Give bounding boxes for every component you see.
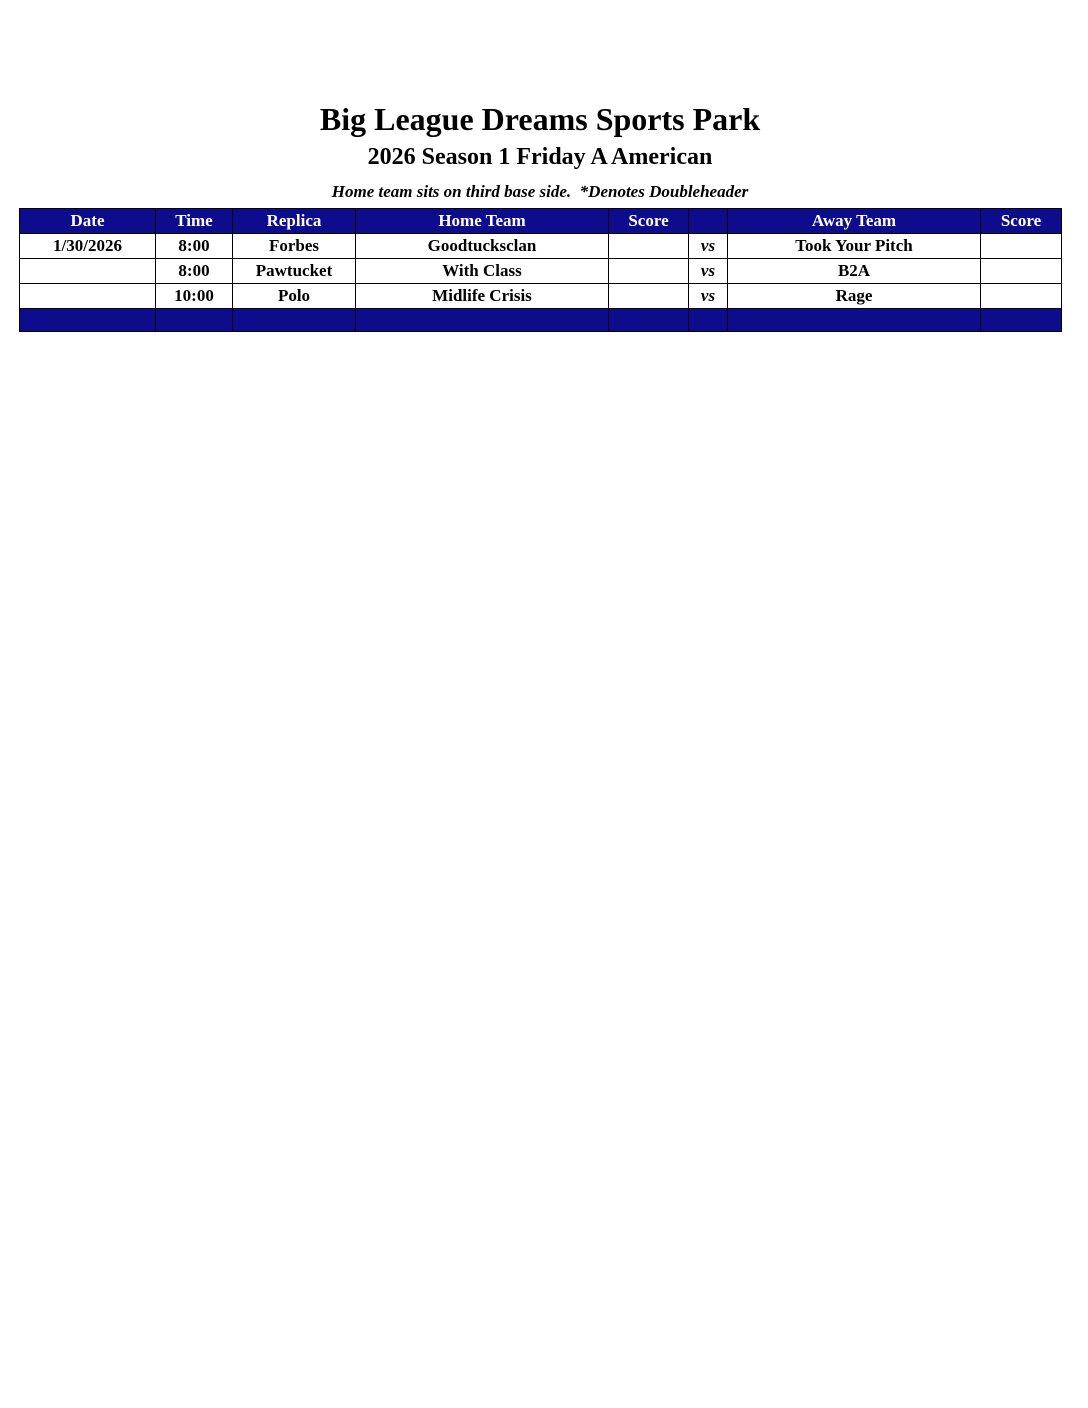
table-header-row bbox=[20, 209, 1062, 234]
cell-home-score bbox=[609, 284, 689, 309]
footer-cell bbox=[728, 309, 981, 332]
cell-home-team: Goodtucksclan bbox=[356, 234, 609, 259]
cell-away-team: Rage bbox=[728, 284, 981, 309]
cell-date: 1/30/2026 bbox=[20, 234, 156, 259]
column-header-home-team: Home Team bbox=[356, 209, 609, 234]
page-title: Big League Dreams Sports Park bbox=[319, 101, 761, 137]
column-header-vs bbox=[689, 209, 728, 234]
cell-time: 8:00 bbox=[156, 259, 233, 284]
cell-home-score bbox=[609, 234, 689, 259]
column-header-home-score: Score bbox=[609, 209, 689, 234]
cell-vs: vs bbox=[689, 259, 728, 284]
column-header-replica: Replica bbox=[233, 209, 356, 234]
footer-cell bbox=[233, 309, 356, 332]
table-row bbox=[20, 259, 1062, 284]
cell-replica: Polo bbox=[233, 284, 356, 309]
footer-cell bbox=[689, 309, 728, 332]
column-header-away-team: Away Team bbox=[728, 209, 981, 234]
footer-cell bbox=[156, 309, 233, 332]
table-footer-row bbox=[20, 309, 1062, 332]
footer-cell bbox=[20, 309, 156, 332]
table-row bbox=[20, 234, 1062, 259]
schedule-table bbox=[19, 208, 1062, 332]
column-header-time: Time bbox=[156, 209, 233, 234]
cell-replica: Pawtucket bbox=[233, 259, 356, 284]
cell-time: 8:00 bbox=[156, 234, 233, 259]
cell-vs: vs bbox=[689, 284, 728, 309]
cell-vs: vs bbox=[689, 234, 728, 259]
cell-replica: Forbes bbox=[233, 234, 356, 259]
cell-date bbox=[20, 284, 156, 309]
cell-home-team: Midlife Crisis bbox=[356, 284, 609, 309]
cell-time: 10:00 bbox=[156, 284, 233, 309]
schedule-note: Home team sits on third base side. *Denotes Doubleheader bbox=[331, 182, 749, 201]
cell-away-team: Took Your Pitch bbox=[728, 234, 981, 259]
page-subtitle: 2026 Season 1 Friday A American bbox=[367, 144, 713, 170]
cell-away-score bbox=[981, 259, 1062, 284]
table-row bbox=[20, 284, 1062, 309]
footer-cell bbox=[981, 309, 1062, 332]
cell-home-score bbox=[609, 259, 689, 284]
column-header-date: Date bbox=[20, 209, 156, 234]
cell-home-team: With Class bbox=[356, 259, 609, 284]
column-header-away-score: Score bbox=[981, 209, 1062, 234]
footer-cell bbox=[356, 309, 609, 332]
cell-away-score bbox=[981, 234, 1062, 259]
cell-date bbox=[20, 259, 156, 284]
cell-away-team: B2A bbox=[728, 259, 981, 284]
footer-cell bbox=[609, 309, 689, 332]
cell-away-score bbox=[981, 284, 1062, 309]
